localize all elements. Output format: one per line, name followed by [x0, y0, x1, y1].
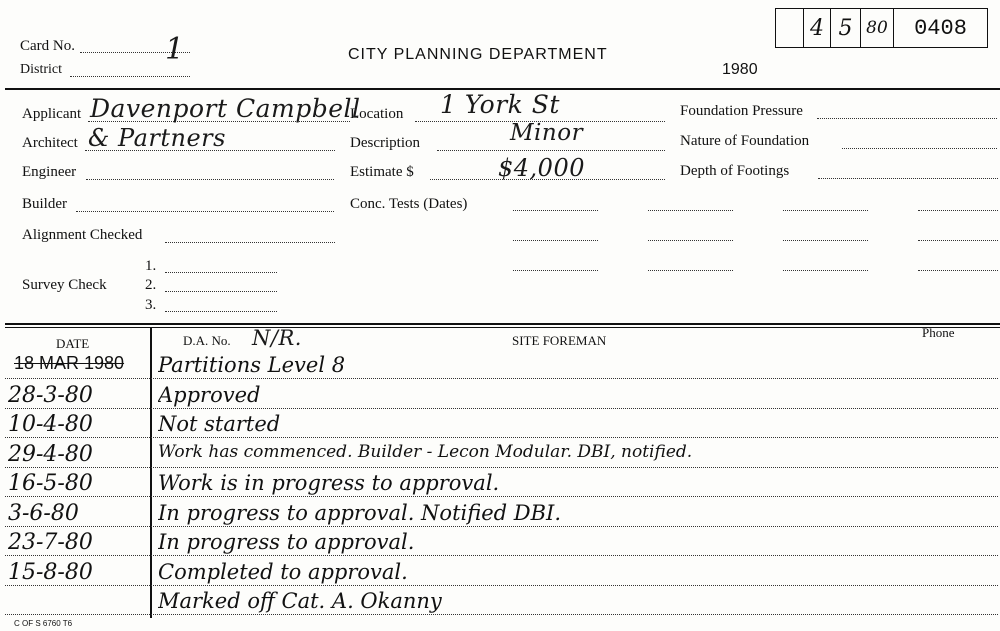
- survey-num: 2.: [145, 277, 157, 293]
- district-label: District: [20, 62, 62, 77]
- survey-num: 1.: [145, 258, 157, 274]
- log-date: 3-6-80: [8, 500, 79, 526]
- da-no-label: D.A. No.: [183, 333, 231, 348]
- da-no-value: N/R.: [252, 326, 302, 350]
- log-divider-top: [5, 323, 1000, 325]
- reference-number-box: [775, 8, 988, 48]
- log-date: 15-8-80: [8, 559, 93, 585]
- phone-label: Phone: [922, 325, 955, 340]
- location-label: Location: [350, 106, 404, 122]
- builder-label: Builder: [22, 196, 67, 212]
- date-header: DATE: [56, 336, 90, 351]
- log-date: 29-4-80: [8, 441, 93, 467]
- log-row-rule: [5, 526, 998, 527]
- log-row-rule: [5, 378, 998, 379]
- log-entry: In progress to approval.: [158, 530, 415, 554]
- ref-cell: [776, 9, 804, 47]
- department-title: CITY PLANNING DEPARTMENT: [348, 46, 608, 63]
- depth-of-footings-label: Depth of Footings: [680, 163, 790, 179]
- log-date: 16-5-80: [8, 471, 93, 496]
- log-row-rule: [5, 555, 998, 556]
- log-row-rule: [5, 496, 998, 497]
- log-row-rule: [5, 585, 998, 586]
- architect-label: Architect: [22, 135, 78, 151]
- log-entry: Marked off Cat. A. Okanny: [158, 589, 442, 613]
- card-no-value: 1: [165, 32, 185, 67]
- ref-cell: 5: [831, 9, 861, 47]
- log-date: 18 MAR 1980: [14, 353, 125, 373]
- log-date: 28-3-80: [8, 382, 93, 408]
- log-row-rule: [5, 467, 998, 468]
- survey-num: 3.: [145, 297, 157, 313]
- card-no-label: Card No.: [20, 38, 75, 54]
- ref-cell: 80: [861, 9, 894, 47]
- applicant-value: Davenport Campbell: [90, 94, 361, 123]
- log-row-rule: [5, 437, 998, 438]
- description-value: Minor: [510, 120, 584, 146]
- log-entry: Approved: [158, 382, 261, 407]
- conc-tests-label: Conc. Tests (Dates): [350, 196, 468, 212]
- log-row-rule: [5, 614, 998, 615]
- estimate-label: Estimate $: [350, 164, 414, 180]
- ref-cell: 0408: [914, 15, 967, 41]
- log-entry: In progress to approval. Notified DBI.: [158, 500, 562, 525]
- survey-check-label: Survey Check: [22, 277, 107, 293]
- log-entry: Work is in progress to approval.: [158, 471, 500, 495]
- site-foreman-label: SITE FOREMAN: [512, 333, 607, 348]
- estimate-value: $4,000: [498, 154, 585, 182]
- log-entry: Work has commenced. Builder - Lecon Modular. DBI, notified.: [158, 441, 693, 462]
- engineer-label: Engineer: [22, 164, 77, 180]
- log-date: 10-4-80: [8, 412, 93, 437]
- log-row-rule: [5, 408, 998, 409]
- applicant-label: Applicant: [22, 106, 82, 122]
- nature-of-foundation-label: Nature of Foundation: [680, 133, 810, 149]
- log-divider-top-2: [5, 327, 1000, 328]
- log-entry: Completed to approval.: [158, 559, 408, 584]
- ref-cell: 4: [804, 9, 831, 47]
- form-code: C OF S 6760 T6: [14, 619, 73, 628]
- log-entry: Not started: [158, 412, 281, 436]
- log-entry: Partitions Level 8: [158, 353, 346, 377]
- description-label: Description: [350, 135, 420, 151]
- location-value: 1 York St: [440, 90, 560, 119]
- foundation-pressure-label: Foundation Pressure: [680, 103, 803, 119]
- alignment-checked-label: Alignment Checked: [22, 227, 143, 243]
- log-date: 23-7-80: [8, 530, 93, 555]
- date-column-rule: [150, 328, 152, 618]
- architect-value: & Partners: [88, 124, 226, 152]
- year: 1980: [722, 61, 758, 78]
